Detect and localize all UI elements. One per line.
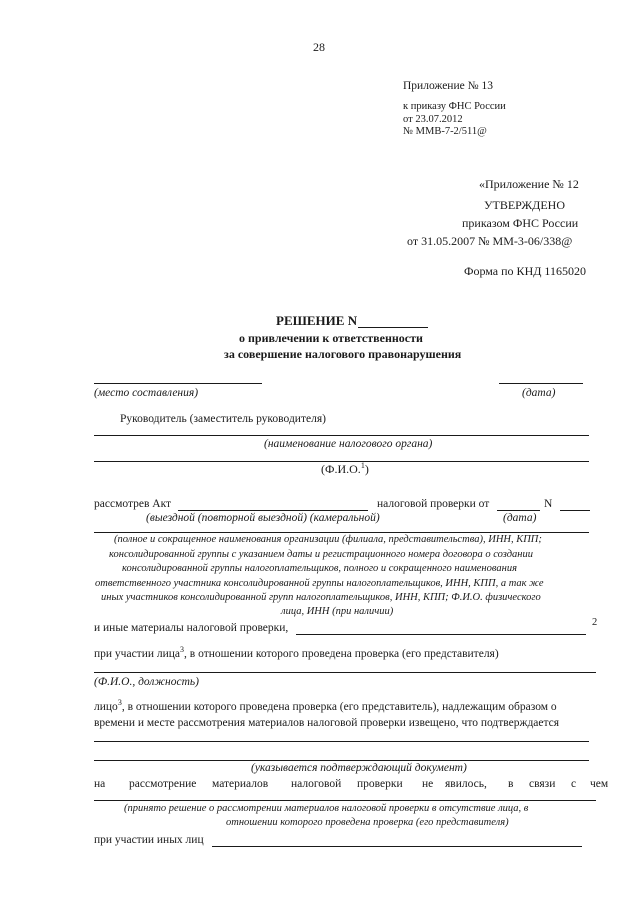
appendix13-title: Приложение № 13 (403, 80, 493, 92)
no-show-word-2: рассмотрение (129, 778, 197, 790)
other-materials-line (296, 634, 586, 635)
approved-stamp-text: УТВЕРЖДЕНО (484, 198, 566, 212)
no-show-word-7: явилось, (445, 778, 487, 790)
org-caption-5: иных участников консолидированной групп налогоплательщиков, ИНН, КПП; Ф.И.О. физического (101, 592, 541, 603)
order-date: от 31.05.2007 № ММ-3-06/338@ (407, 234, 573, 248)
decision-caption-2: отношении которого проведена проверка (его представителя) (226, 817, 509, 828)
date-caption: (дата) (522, 387, 556, 399)
person-notified-line-1: лицо$^3$, в отношении которого проведена проверка (его представитель), надлежащим образом о (94, 698, 557, 713)
no-show-word-10: с (571, 778, 577, 790)
other-materials-sup: 2 (592, 617, 598, 628)
page-number: 28 (313, 40, 325, 54)
decision-caption-1: (принято решение о рассмотрении материалов налоговой проверки в отсутствие лица, в (124, 803, 529, 814)
org-caption-3: консолидированной группы налогоплательщиков, полного и сокращенного наименования (122, 563, 517, 574)
person-notified-line-2: времени и месте рассмотрения материалов налоговой проверки извещено, что подтверждается (94, 717, 560, 729)
inspection-number-line (560, 510, 590, 511)
confirm-line-1 (94, 741, 589, 742)
org-caption-2: консолидированной группы с указанием даты и регистрационного номера договора о создании (109, 549, 534, 560)
no-show-word-5: проверки (357, 778, 403, 790)
order-text: приказом ФНС России (462, 216, 579, 230)
fio-position-caption: (Ф.И.О., должность) (94, 676, 199, 688)
no-show-word-6: не (422, 778, 434, 790)
no-show-word-1: на (94, 778, 106, 790)
decision-title: РЕШЕНИЕ N (276, 313, 358, 328)
other-persons-line (212, 846, 582, 847)
form-code: Форма по КНД 1165020 (464, 264, 586, 278)
org-caption-6: лица, ИНН (при наличии) (281, 606, 394, 617)
act-type-line (178, 510, 368, 511)
inspection-date-line (497, 510, 540, 511)
appendix12-title: «Приложение № 12 (479, 177, 579, 191)
head-label: Руководитель (заместитель руководителя) (120, 413, 326, 425)
confirm-line-2 (94, 760, 589, 761)
decision-subtitle-2: за совершение налогового правонарушения (224, 347, 462, 361)
organization-line (94, 532, 589, 533)
decision-number-line (358, 327, 428, 328)
inspection-type-caption: (выездной (повторной выездной) (камеральной) (146, 512, 380, 524)
appendix13-line2: от 23.07.2012 (403, 114, 463, 125)
inspection-date-caption: (дата) (503, 512, 537, 524)
org-caption-4: ответственного участника консолидированной группы налогоплательщиков, ИНН, КПП, а так же (95, 578, 544, 589)
confirm-caption: (указывается подтверждающий документ) (251, 762, 467, 774)
tax-authority-caption: (наименование налогового органа) (264, 438, 433, 450)
no-show-word-4: налоговой (291, 778, 342, 790)
date-line (499, 383, 583, 384)
other-persons-label: при участии иных лиц (94, 834, 204, 846)
participation-line (94, 672, 596, 673)
place-line (94, 383, 262, 384)
place-caption: (место составления) (94, 387, 199, 399)
appendix13-line1: к приказу ФНС России (403, 101, 506, 112)
fio-caption: (Ф.И.О.$^1$) (321, 461, 369, 476)
other-materials-label: и иные материалы налоговой проверки, (94, 622, 289, 634)
decision-subtitle-1: о привлечении к ответственности (239, 331, 423, 345)
no-show-word-8: в (508, 778, 514, 790)
considered-label: рассмотрев Акт (94, 498, 172, 510)
tax-authority-line (94, 435, 589, 436)
no-show-word-3: материалов (212, 778, 269, 790)
inspection-label: налоговой проверки от (377, 498, 490, 510)
participation-text: при участии лица$^3$, в отношении которого проведена проверка (его представителя) (94, 645, 499, 660)
no-show-reason-line (94, 800, 596, 801)
appendix13-line3: № ММВ-7-2/511@ (403, 126, 487, 137)
org-caption-1: (полное и сокращенное наименования организации (филиала, представительства), ИНН, КПП; (114, 534, 542, 545)
no-show-word-9: связи (529, 778, 556, 790)
no-show-word-11: чем (590, 778, 609, 790)
n-label: N (544, 498, 553, 510)
